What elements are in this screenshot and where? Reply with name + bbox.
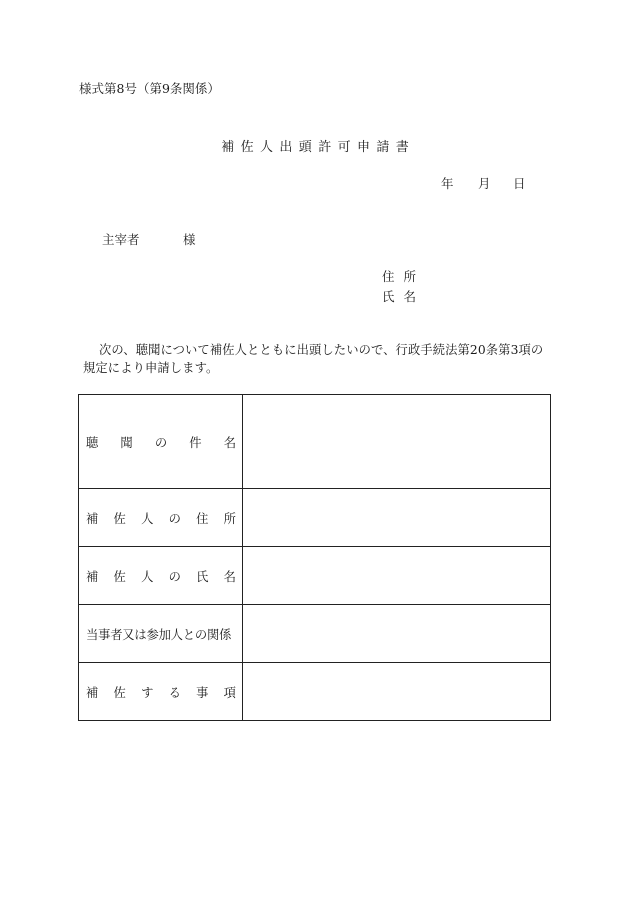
addressee-honorific: 様 <box>183 232 196 247</box>
date-day-label: 日 <box>513 176 526 191</box>
form-number: 様式第8号（第9条関係） <box>79 81 220 96</box>
row-value-relationship[interactable] <box>243 605 551 663</box>
document-title: 補 佐 人 出 頭 許 可 申 請 書 <box>221 140 409 155</box>
row-value-assistant-name[interactable] <box>243 547 551 605</box>
row-label-assisted-matters: 補 佐 す る 事 項 <box>79 663 243 721</box>
row-label-assistant-name: 補 佐 人 の 氏 名 <box>79 547 243 605</box>
date-year-label: 年 <box>441 176 454 191</box>
applicant-name-label: 氏名 <box>382 289 426 304</box>
table-row <box>79 605 551 663</box>
row-label-relationship: 当事者又は参加人との関係 <box>79 605 243 663</box>
row-label-assistant-address: 補 佐 人 の 住 所 <box>79 489 243 547</box>
row-label-hearing-subject: 聴 聞 の 件 名 <box>79 395 243 489</box>
row-value-assisted-matters[interactable] <box>243 663 551 721</box>
table-row <box>79 395 551 489</box>
table-row <box>79 547 551 605</box>
table-row <box>79 489 551 547</box>
applicant-address-label: 住所 <box>382 269 426 284</box>
row-value-assistant-address[interactable] <box>243 489 551 547</box>
row-value-hearing-subject[interactable] <box>243 395 551 489</box>
application-statement: 次の、聴聞について補佐人とともに出頭したいので、行政手続法第20条第3項の規定により申請します。 <box>83 343 544 375</box>
addressee-name: 主宰者 <box>102 232 140 247</box>
date-month-label: 月 <box>478 176 491 191</box>
application-table <box>78 394 551 721</box>
table-row <box>79 663 551 721</box>
